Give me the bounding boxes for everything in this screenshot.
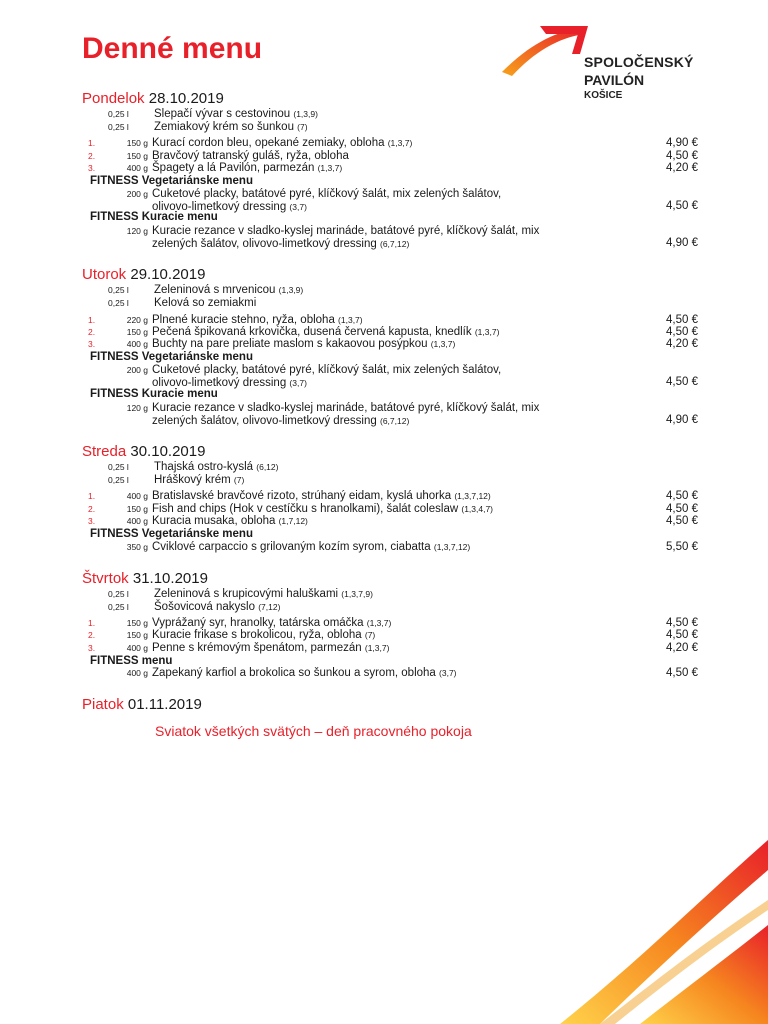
logo-text-line2: PAVILÓN [584, 72, 645, 88]
soup-item: 0,25 l Zeleninová s mrvenicou (1,3,9) [108, 284, 304, 296]
day-date: 31.10.2019 [132, 570, 208, 587]
price: 4,50 € [666, 150, 698, 162]
price: 4,50 € [666, 617, 698, 629]
day-heading-thursday [82, 570, 208, 587]
day-date: 29.10.2019 [130, 266, 206, 283]
price: 4,20 € [666, 162, 698, 174]
soup-item: 0,25 l Zemiakový krém so šunkou (7) [108, 121, 308, 133]
soup-item: 0,25 l Slepačí vývar s cestovinou (1,3,9) [108, 108, 318, 120]
fitness-heading: FITNESS Kuracie menu [90, 211, 218, 223]
price: 4,50 € [666, 667, 698, 679]
price: 4,50 € [666, 376, 698, 388]
price: 4,90 € [666, 414, 698, 426]
price: 4,50 € [666, 200, 698, 212]
logo [500, 24, 700, 104]
price: 4,20 € [666, 642, 698, 654]
price: 4,50 € [666, 515, 698, 527]
price: 4,20 € [666, 338, 698, 350]
logo-text-line1: SPOLOČENSKÝ [584, 54, 694, 70]
day-name: Piatok [82, 696, 124, 713]
fitness-heading: FITNESS Kuracie menu [90, 388, 218, 400]
day-name: Štvrtok [82, 570, 129, 587]
day-date: 28.10.2019 [148, 90, 224, 107]
logo-text-line3: KOŠICE [584, 90, 623, 101]
soup-item: 0,25 l Zeleninová s krupicovými haluškami (1,3,7,9) [108, 588, 373, 600]
day-name: Utorok [82, 266, 127, 283]
logo-mark-icon [500, 24, 590, 84]
day-date: 01.11.2019 [127, 696, 202, 713]
soup-item: 0,25 l Šošovicová nakyslo (7,12) [108, 601, 281, 613]
day-name: Streda [82, 443, 127, 460]
day-heading-tuesday [82, 266, 205, 283]
price: 4,50 € [666, 314, 698, 326]
fitness-heading: FITNESS Vegetariánske menu [90, 528, 253, 540]
page-title: Denné menu [82, 32, 263, 65]
holiday-notice: Sviatok všetkých svätých – deň pracovného pokoja [155, 723, 472, 739]
price: 4,50 € [666, 503, 698, 515]
soup-item: 0,25 l Kelová so zemiakmi [108, 297, 257, 309]
day-heading-monday [82, 90, 224, 107]
soup-item: 0,25 l Hráškový krém (7) [108, 474, 245, 486]
soup-item: 0,25 l Thajská ostro-kyslá (6,12) [108, 461, 279, 473]
price: 4,50 € [666, 490, 698, 502]
fitness-heading: FITNESS menu [90, 655, 173, 667]
fitness-heading: FITNESS Vegetariánske menu [90, 351, 253, 363]
price: 4,90 € [666, 137, 698, 149]
price: 4,50 € [666, 326, 698, 338]
day-name: Pondelok [82, 90, 145, 107]
price: 5,50 € [666, 541, 698, 553]
price: 4,50 € [666, 629, 698, 641]
day-heading-friday [82, 696, 202, 713]
day-date: 30.10.2019 [130, 443, 206, 460]
fitness-heading: FITNESS Vegetariánske menu [90, 175, 253, 187]
day-heading-wednesday [82, 443, 205, 460]
price: 4,90 € [666, 237, 698, 249]
